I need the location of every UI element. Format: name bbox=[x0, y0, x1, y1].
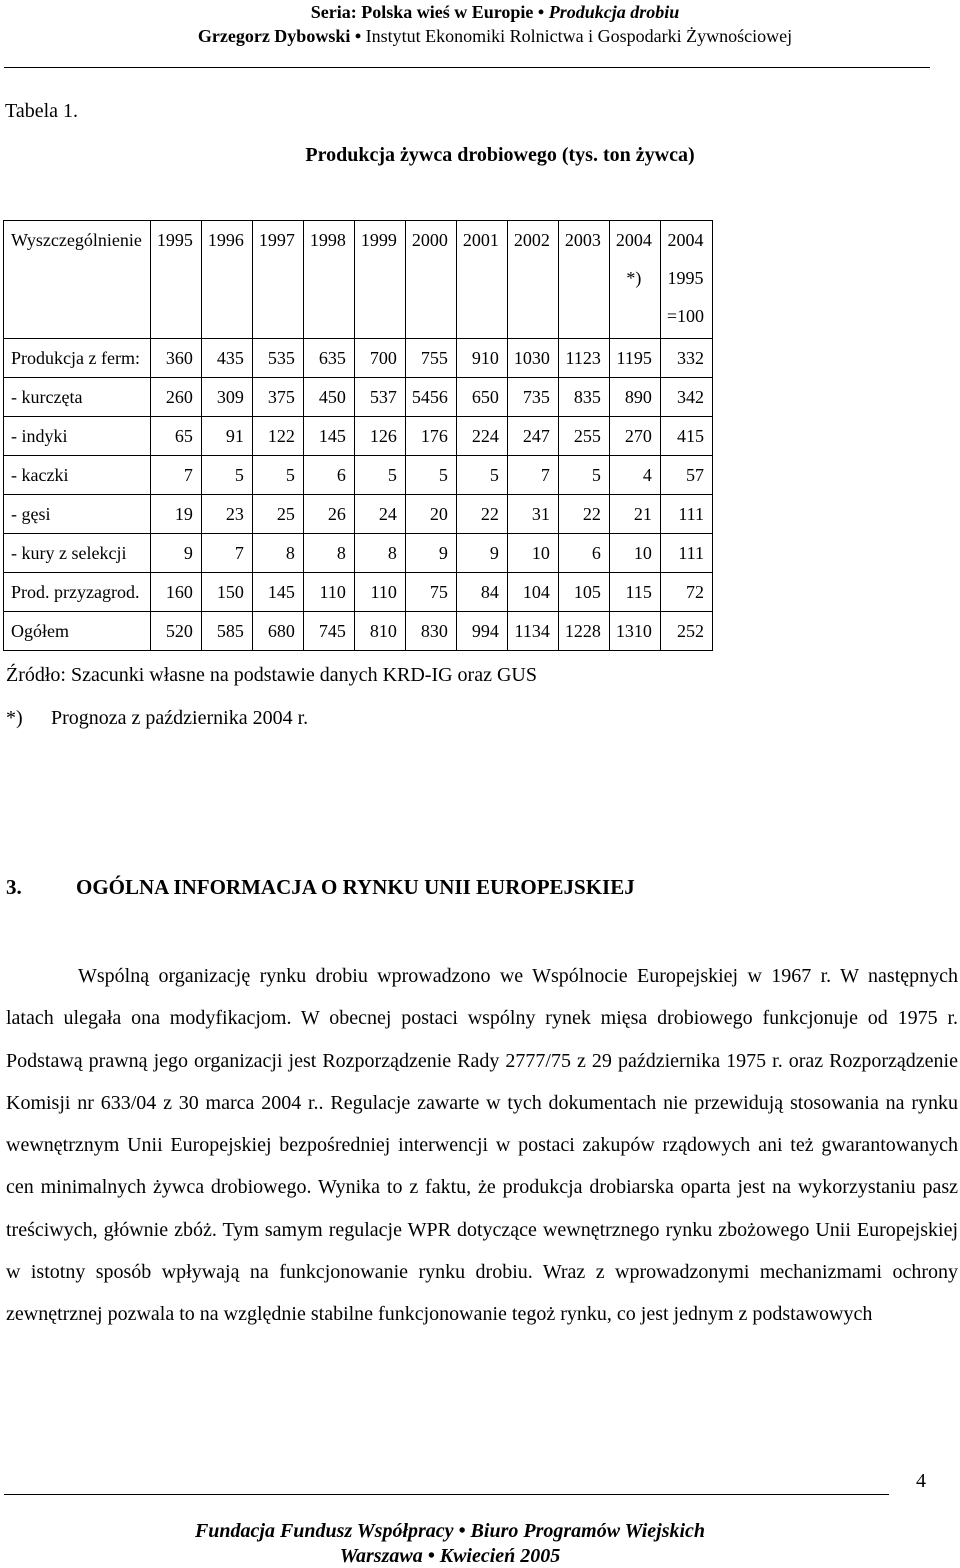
value-cell: 537 bbox=[354, 378, 405, 417]
table-row bbox=[4, 534, 713, 573]
header-index-line: 2004 bbox=[667, 230, 704, 250]
header-2004-year: 2004 bbox=[615, 230, 652, 250]
value-cell: 5 bbox=[252, 456, 303, 495]
value-cell: 26 bbox=[303, 495, 354, 534]
body-text bbox=[6, 955, 958, 1336]
value-cell: 755 bbox=[405, 339, 456, 378]
value-cell: 145 bbox=[252, 573, 303, 612]
table-source: Źródło: Szacunki własne na podstawie danych KRD-IG oraz GUS bbox=[6, 664, 537, 686]
row-label-cell: - kaczki bbox=[4, 456, 151, 495]
value-cell: 1195 bbox=[609, 339, 660, 378]
value-cell: 5 bbox=[558, 456, 609, 495]
header-2004-note: *) bbox=[626, 268, 642, 288]
value-cell: 160 bbox=[150, 573, 201, 612]
value-cell: 1123 bbox=[558, 339, 609, 378]
bullet: • bbox=[354, 26, 362, 46]
value-cell: 7 bbox=[201, 534, 252, 573]
value-cell: 332 bbox=[660, 339, 712, 378]
bullet: • bbox=[458, 1520, 466, 1542]
value-cell: 375 bbox=[252, 378, 303, 417]
value-cell: 84 bbox=[456, 573, 507, 612]
row-label-cell: - kury z selekcji bbox=[4, 534, 151, 573]
header-rule bbox=[4, 67, 930, 68]
value-cell: 1030 bbox=[507, 339, 558, 378]
row-label-cell: - indyki bbox=[4, 417, 151, 456]
value-cell: 91 bbox=[201, 417, 252, 456]
table-number: Tabela 1. bbox=[5, 100, 79, 122]
value-cell: 650 bbox=[456, 378, 507, 417]
value-cell: 247 bbox=[507, 417, 558, 456]
section-number: 3. bbox=[6, 875, 22, 899]
value-cell: 145 bbox=[303, 417, 354, 456]
value-cell: 745 bbox=[303, 612, 354, 651]
value-cell: 21 bbox=[609, 495, 660, 534]
header-year-cell: 2003 bbox=[558, 221, 609, 339]
value-cell: 8 bbox=[354, 534, 405, 573]
header-year-cell: 2000 bbox=[405, 221, 456, 339]
header-label-cell: Wyszczególnienie bbox=[4, 221, 151, 339]
value-cell: 6 bbox=[558, 534, 609, 573]
table-row bbox=[4, 339, 713, 378]
running-header-author bbox=[0, 26, 960, 46]
row-label-cell: Produkcja z ferm: bbox=[4, 339, 151, 378]
value-cell: 65 bbox=[150, 417, 201, 456]
footer-rule bbox=[4, 1494, 889, 1495]
value-cell: 994 bbox=[456, 612, 507, 651]
value-cell: 585 bbox=[201, 612, 252, 651]
value-cell: 4 bbox=[609, 456, 660, 495]
value-cell: 9 bbox=[456, 534, 507, 573]
header-year-cell: 1997 bbox=[252, 221, 303, 339]
value-cell: 111 bbox=[660, 495, 712, 534]
bullet: • bbox=[537, 2, 545, 22]
value-cell: 1228 bbox=[558, 612, 609, 651]
value-cell: 5 bbox=[405, 456, 456, 495]
value-cell: 7 bbox=[507, 456, 558, 495]
series-topic: Produkcja drobiu bbox=[548, 2, 680, 22]
header-year-cell: 1999 bbox=[354, 221, 405, 339]
footer-city: Warszawa bbox=[339, 1545, 423, 1567]
footer-line-2 bbox=[0, 1545, 900, 1568]
table-title: Produkcja żywca drobiowego (tys. ton żywca) bbox=[305, 144, 695, 166]
value-cell: 31 bbox=[507, 495, 558, 534]
footer-line-1 bbox=[0, 1520, 900, 1543]
value-cell: 122 bbox=[252, 417, 303, 456]
institute-name: Instytut Ekonomiki Rolnictwa i Gospodarki Żywnościowej bbox=[365, 26, 793, 46]
row-label-cell: - kurczęta bbox=[4, 378, 151, 417]
value-cell: 5 bbox=[456, 456, 507, 495]
value-cell: 150 bbox=[201, 573, 252, 612]
value-cell: 415 bbox=[660, 417, 712, 456]
value-cell: 8 bbox=[303, 534, 354, 573]
value-cell: 20 bbox=[405, 495, 456, 534]
value-cell: 680 bbox=[252, 612, 303, 651]
value-cell: 735 bbox=[507, 378, 558, 417]
value-cell: 360 bbox=[150, 339, 201, 378]
value-cell: 10 bbox=[507, 534, 558, 573]
value-cell: 535 bbox=[252, 339, 303, 378]
header-year-cell: 1996 bbox=[201, 221, 252, 339]
header-year-cell: 2002 bbox=[507, 221, 558, 339]
header-index-cell bbox=[660, 221, 712, 339]
header-index-line: 1995 bbox=[667, 268, 704, 288]
value-cell: 700 bbox=[354, 339, 405, 378]
footnote-mark: *) bbox=[6, 707, 23, 729]
bullet: • bbox=[427, 1545, 435, 1567]
value-cell: 830 bbox=[405, 612, 456, 651]
row-label-cell: Ogółem bbox=[4, 612, 151, 651]
value-cell: 19 bbox=[150, 495, 201, 534]
value-cell: 260 bbox=[150, 378, 201, 417]
value-cell: 1310 bbox=[609, 612, 660, 651]
value-cell: 635 bbox=[303, 339, 354, 378]
value-cell: 24 bbox=[354, 495, 405, 534]
value-cell: 6 bbox=[303, 456, 354, 495]
value-cell: 270 bbox=[609, 417, 660, 456]
value-cell: 22 bbox=[456, 495, 507, 534]
value-cell: 111 bbox=[660, 534, 712, 573]
table-row bbox=[4, 495, 713, 534]
value-cell: 110 bbox=[303, 573, 354, 612]
value-cell: 25 bbox=[252, 495, 303, 534]
header-year-cell: 2001 bbox=[456, 221, 507, 339]
footer-foundation: Fundacja Fundusz Współpracy bbox=[194, 1520, 454, 1542]
value-cell: 126 bbox=[354, 417, 405, 456]
author-name: Grzegorz Dybowski bbox=[197, 26, 351, 46]
value-cell: 57 bbox=[660, 456, 712, 495]
value-cell: 224 bbox=[456, 417, 507, 456]
header-2004-cell bbox=[609, 221, 660, 339]
value-cell: 309 bbox=[201, 378, 252, 417]
value-cell: 5 bbox=[201, 456, 252, 495]
value-cell: 520 bbox=[150, 612, 201, 651]
value-cell: 835 bbox=[558, 378, 609, 417]
running-header-series bbox=[0, 2, 960, 22]
value-cell: 110 bbox=[354, 573, 405, 612]
footnote-text: Prognoza z października 2004 r. bbox=[51, 707, 309, 729]
value-cell: 5456 bbox=[405, 378, 456, 417]
footer-date: Kwiecień 2005 bbox=[439, 1545, 561, 1567]
value-cell: 5 bbox=[354, 456, 405, 495]
section-heading bbox=[6, 875, 635, 900]
table-row bbox=[4, 417, 713, 456]
value-cell: 450 bbox=[303, 378, 354, 417]
row-label-cell: - gęsi bbox=[4, 495, 151, 534]
value-cell: 435 bbox=[201, 339, 252, 378]
value-cell: 255 bbox=[558, 417, 609, 456]
table-row bbox=[4, 612, 713, 651]
body-paragraph: Wspólną organizację rynku drobiu wprowadzono we Wspólnocie Europejskiej w 1967 r. W następnych latach ulegała ona modyfikacjom. W obecnej postaci wspólny rynek mięsa drobiowego funkcjonuje od 1975 r. Podstawą prawną jego organizacji jest Rozporządzenie Rady 2777/75 z 29 października 1975 r. oraz Rozporządzenie Komisji nr 633/04 z 30 marca 2004 r.. Regulacje zawarte w tych dokumentach nie przewidują stosowania na rynku wewnętrznym Unii Europejskiej bezpośredniej interwencji w postaci zakupów rządowych ani też gwarantowanych cen minimalnych żywca drobiowego. Wynika to z faktu, że produkcja drobiarska oparta jest na wykorzystaniu pasz treściwych, głównie zbóż. Tym samym regulacje WPR dotyczące wewnętrznego rynku zbożowego Unii Europejskiej w istotny sposób wpływają na funkcjonowanie rynku drobiu. Wraz z wprowadzonymi mechanizmami ochrony zewnętrznej pozwala to na względnie stabilne funkcjonowanie tegoż rynku, co jest jednym z podstawowych bbox=[6, 965, 958, 1326]
value-cell: 252 bbox=[660, 612, 712, 651]
poultry-production-table bbox=[3, 220, 713, 651]
table-row bbox=[4, 573, 713, 612]
value-cell: 75 bbox=[405, 573, 456, 612]
value-cell: 890 bbox=[609, 378, 660, 417]
value-cell: 9 bbox=[405, 534, 456, 573]
value-cell: 104 bbox=[507, 573, 558, 612]
value-cell: 176 bbox=[405, 417, 456, 456]
value-cell: 23 bbox=[201, 495, 252, 534]
value-cell: 8 bbox=[252, 534, 303, 573]
row-label-cell: Prod. przyzagrod. bbox=[4, 573, 151, 612]
table-header-row bbox=[4, 221, 713, 339]
footer-office: Biuro Programów Wiejskich bbox=[470, 1520, 706, 1542]
table-row bbox=[4, 378, 713, 417]
section-title: OGÓLNA INFORMACJA O RYNKU UNII EUROPEJSKIEJ bbox=[76, 875, 635, 899]
value-cell: 105 bbox=[558, 573, 609, 612]
value-cell: 342 bbox=[660, 378, 712, 417]
value-cell: 22 bbox=[558, 495, 609, 534]
page-number: 4 bbox=[916, 1470, 926, 1492]
header-year-cell: 1998 bbox=[303, 221, 354, 339]
value-cell: 7 bbox=[150, 456, 201, 495]
value-cell: 115 bbox=[609, 573, 660, 612]
header-index-line: =100 bbox=[666, 306, 705, 326]
value-cell: 10 bbox=[609, 534, 660, 573]
header-year-cell: 1995 bbox=[150, 221, 201, 339]
value-cell: 1134 bbox=[507, 612, 558, 651]
value-cell: 9 bbox=[150, 534, 201, 573]
table-row bbox=[4, 456, 713, 495]
series-prefix: Seria: Polska wieś w Europie bbox=[310, 2, 534, 22]
value-cell: 810 bbox=[354, 612, 405, 651]
table-footnote bbox=[6, 707, 308, 730]
value-cell: 72 bbox=[660, 573, 712, 612]
value-cell: 910 bbox=[456, 339, 507, 378]
